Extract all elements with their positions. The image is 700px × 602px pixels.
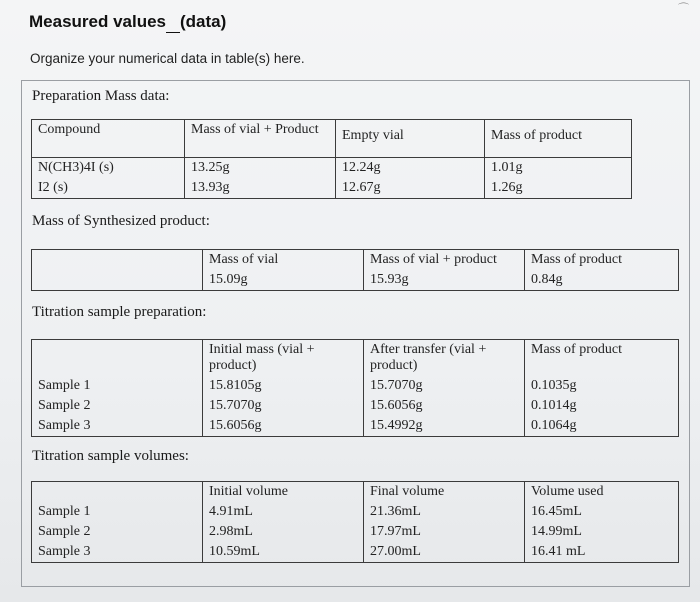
table-header-cell: Final volume — [364, 482, 525, 503]
table-cell: 10.59mL — [203, 542, 364, 563]
section-title-suffix: (data) — [180, 12, 227, 31]
table-cell: Sample 2 — [32, 522, 203, 542]
table-cell: 12.67g — [336, 178, 485, 199]
table-header-cell: Empty vial — [336, 120, 485, 158]
table-header-cell — [32, 482, 203, 503]
table-cell: 13.93g — [185, 178, 336, 199]
titration-vol-table — [31, 481, 679, 563]
table-cell: 16.45mL — [525, 502, 679, 522]
table-cell: 15.7070g — [364, 376, 525, 396]
prep-table — [31, 119, 632, 199]
table-cell: N(CH3)4I (s) — [32, 158, 185, 179]
section-title-text: Measured values — [29, 12, 167, 31]
table-row — [32, 542, 679, 563]
table-row — [32, 270, 679, 291]
table-row — [32, 522, 679, 542]
instructions-text: Organize your numerical data in table(s) here. — [30, 51, 305, 66]
table-cell: 14.99mL — [525, 522, 679, 542]
table-cell: 15.4992g — [364, 416, 525, 437]
table-cell: 17.97mL — [364, 522, 525, 542]
table-header-cell: Compound — [32, 120, 185, 158]
table-cell: 16.41 mL — [525, 542, 679, 563]
table-row — [32, 502, 679, 522]
table-cell: 0.84g — [525, 270, 679, 291]
table-row — [32, 178, 632, 199]
table-cell: 15.7070g — [203, 396, 364, 416]
table-cell: 15.6056g — [203, 416, 364, 437]
prep-label: Preparation Mass data: — [32, 88, 170, 104]
table-header-cell: Initial mass (vial + product) — [203, 340, 364, 377]
table-cell: 15.8105g — [203, 376, 364, 396]
table-cell: Sample 3 — [32, 542, 203, 563]
table-cell: Sample 1 — [32, 502, 203, 522]
table-header-cell: Mass of vial + product — [364, 250, 525, 271]
table-header-cell: Initial volume — [203, 482, 364, 503]
table-row — [32, 416, 679, 437]
table-row — [32, 396, 679, 416]
table-cell: I2 (s) — [32, 178, 185, 199]
table-cell: Sample 3 — [32, 416, 203, 437]
synth-label: Mass of Synthesized product: — [32, 213, 210, 229]
section-title — [29, 12, 226, 33]
table-cell: 2.98mL — [203, 522, 364, 542]
table-header-cell: Mass of vial + Product — [185, 120, 336, 158]
table-cell: Sample 1 — [32, 376, 203, 396]
table-header-cell — [32, 250, 203, 271]
table-header-cell: Volume used — [525, 482, 679, 503]
table-header-row — [32, 482, 679, 503]
table-row — [32, 376, 679, 396]
table-cell: 15.93g — [364, 270, 525, 291]
table-cell: 27.00mL — [364, 542, 525, 563]
table-cell: 1.26g — [485, 178, 632, 199]
synth-table — [31, 249, 679, 291]
table-cell: 12.24g — [336, 158, 485, 179]
table-header-row — [32, 120, 632, 158]
table-row — [32, 158, 632, 179]
table-cell: 15.09g — [203, 270, 364, 291]
table-cell — [32, 270, 203, 291]
table-cell: 1.01g — [485, 158, 632, 179]
table-cell: 13.25g — [185, 158, 336, 179]
titration-prep-table — [31, 339, 679, 437]
titration-prep-label: Titration sample preparation: — [32, 304, 207, 320]
table-cell: Sample 2 — [32, 396, 203, 416]
table-header-cell: After transfer (vial + product) — [364, 340, 525, 377]
title-underline — [166, 12, 180, 33]
titration-vol-label: Titration sample volumes: — [32, 448, 189, 464]
table-cell: 4.91mL — [203, 502, 364, 522]
table-header-cell: Mass of product — [485, 120, 632, 158]
table-header-cell: Mass of product — [525, 250, 679, 271]
table-header-cell — [32, 340, 203, 377]
table-header-row — [32, 250, 679, 271]
table-header-cell: Mass of product — [525, 340, 679, 377]
table-cell: 0.1064g — [525, 416, 679, 437]
table-header-cell: Mass of vial — [203, 250, 364, 271]
table-cell: 21.36mL — [364, 502, 525, 522]
table-cell: 0.1014g — [525, 396, 679, 416]
table-cell: 0.1035g — [525, 376, 679, 396]
table-cell: 15.6056g — [364, 396, 525, 416]
corner-mark-icon: ⌒ — [678, 3, 689, 15]
table-header-row — [32, 340, 679, 377]
